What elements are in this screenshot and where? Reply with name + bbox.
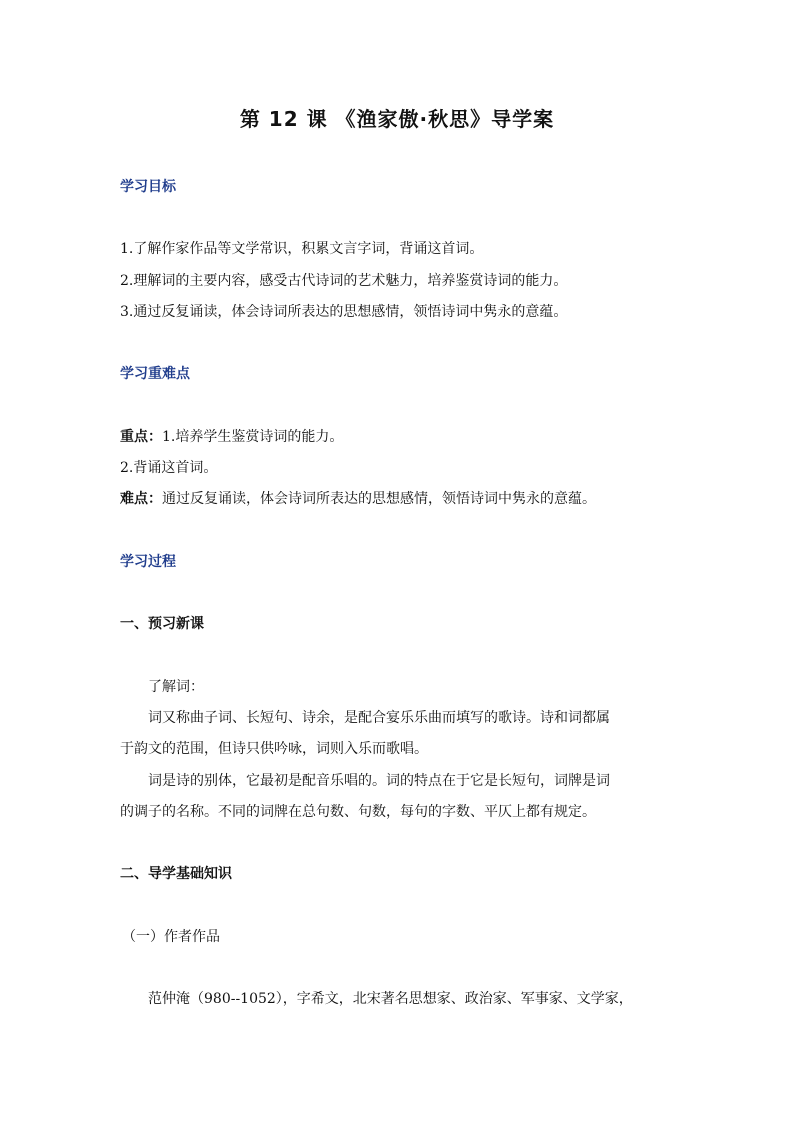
key-text: 1.培养学生鉴赏诗词的能力。 — [162, 429, 344, 445]
process-heading: 学习过程 — [120, 554, 176, 570]
key-points-heading: 学习重难点 — [120, 366, 190, 382]
part2-sub-heading: （一）作者作品 — [122, 929, 220, 945]
goals-heading: 学习目标 — [120, 179, 176, 195]
part1-p2-line1: 词是诗的别体，它最初是配音乐唱的。词的特点在于它是长短句，词牌是词 — [148, 773, 610, 789]
goal-item-3: 3.通过反复诵读，体会诗词所表达的思想感情，领悟诗词中隽永的意蕴。 — [120, 304, 568, 320]
part1-p1-line1: 词又称曲子词、长短句、诗余，是配合宴乐乐曲而填写的歌诗。诗和词都属 — [148, 710, 610, 726]
part2-p1-line1: 范仲淹（980--1052），字希文，北宋著名思想家、政治家、军事家、文学家， — [148, 991, 633, 1007]
key-point-line-1 — [120, 426, 343, 446]
part2-heading: 二、导学基础知识 — [120, 866, 232, 882]
goal-item-2: 2.理解词的主要内容，感受古代诗词的艺术魅力，培养鉴赏诗词的能力。 — [120, 273, 568, 289]
difficult-label: 难点： — [120, 491, 162, 507]
part1-heading: 一、预习新课 — [120, 616, 204, 632]
goal-item-1: 1.了解作家作品等文学常识，积累文言字词，背诵这首词。 — [120, 241, 484, 257]
part1-intro: 了解词： — [148, 679, 204, 695]
key-point-line-2: 2.背诵这首词。 — [120, 460, 218, 476]
part1-p1-line2: 于韵文的范围，但诗只供吟咏，词则入乐而歌唱。 — [120, 741, 428, 757]
page-title: 第 12 课 《渔家傲·秋思》导学案 — [239, 107, 555, 131]
key-label: 重点： — [120, 429, 162, 445]
difficult-text: 通过反复诵读，体会诗词所表达的思想感情，领悟诗词中隽永的意蕴。 — [162, 491, 596, 507]
difficult-point-line — [120, 488, 596, 508]
part1-p2-line2: 的调子的名称。不同的词牌在总句数、句数，每句的字数、平仄上都有规定。 — [120, 804, 596, 820]
